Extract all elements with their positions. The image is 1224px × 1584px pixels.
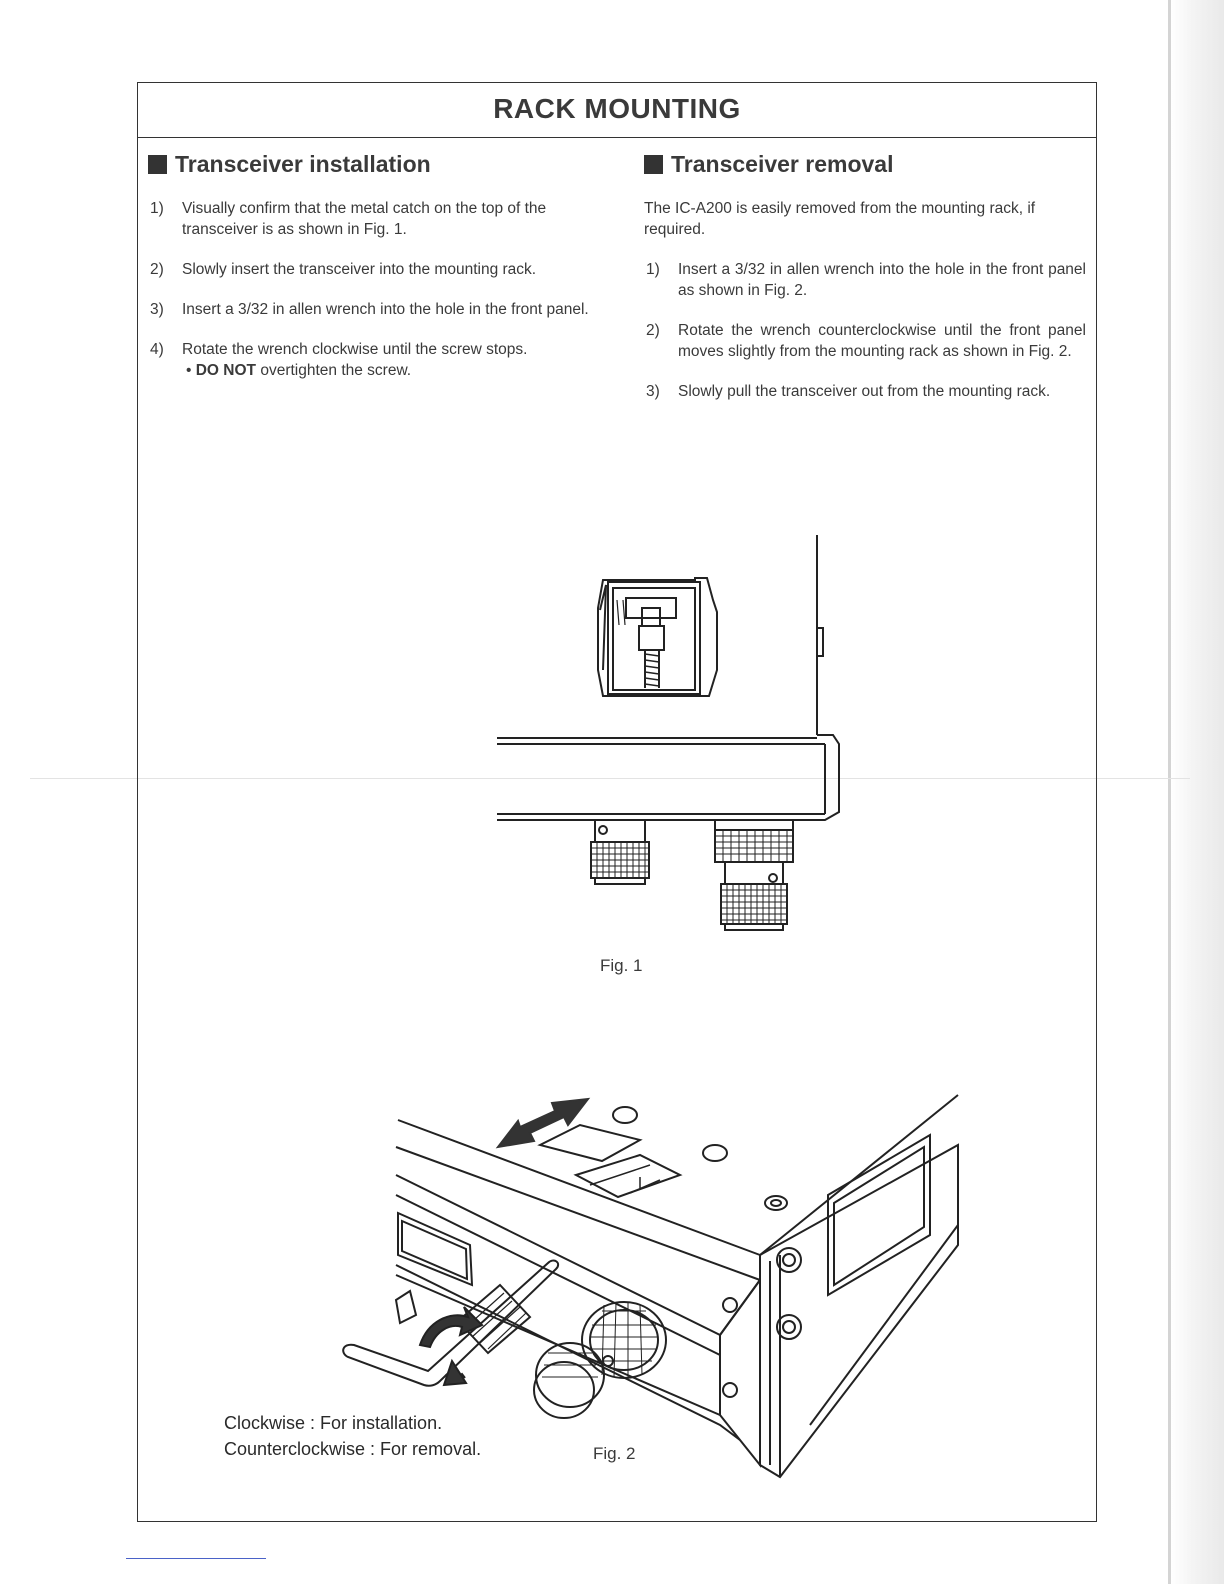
step-number: 1) (150, 200, 164, 217)
front-knob-large (582, 1302, 666, 1378)
scan-page-edge (1172, 0, 1224, 1584)
front-knob-small (534, 1343, 613, 1418)
warning-note: • DO NOT overtighten the screw. (186, 362, 412, 379)
installation-step-2 (148, 259, 596, 280)
bullet-square-icon (644, 155, 663, 174)
installation-step-1 (148, 198, 596, 240)
installation-section (148, 151, 596, 400)
installation-heading (148, 151, 596, 178)
step-text: Rotate the wrench counterclockwise until the front panel moves slightly from the mounting rack as shown in Fig. 2. (678, 322, 1086, 360)
rotation-arrow-icon (420, 1307, 482, 1385)
step-text: Slowly pull the transceiver out from the mounting rack. (678, 383, 1051, 400)
warning-text: overtighten the screw. (256, 362, 412, 379)
removal-heading (644, 151, 1086, 178)
rack-side-wall (817, 535, 823, 735)
step-text: Rotate the wrench clockwise until the screw stops. (182, 341, 528, 358)
step-text: Visually confirm that the metal catch on the top of the transceiver is as shown in Fig. 1. (182, 200, 547, 238)
removal-step-2 (644, 320, 1086, 362)
installation-step-3 (148, 299, 596, 320)
fig2-caption: Fig. 2 (593, 1444, 636, 1463)
footnote-rule (126, 1558, 266, 1559)
transceiver-body (497, 735, 839, 820)
legend-clockwise: Clockwise : For installation. (224, 1413, 443, 1433)
installation-step-4 (148, 339, 596, 381)
removal-heading-text: Transceiver removal (671, 151, 894, 177)
move-direction-arrow-icon (498, 1099, 588, 1147)
step-number: 2) (646, 322, 660, 339)
step-text: Slowly insert the transceiver into the mounting rack. (182, 261, 537, 278)
page-title: RACK MOUNTING (493, 93, 741, 124)
side-panel (723, 1135, 958, 1477)
fig2-legend (224, 1410, 481, 1462)
step-text: Insert a 3/32 in allen wrench into the hole in the front panel as shown in Fig. 2. (678, 261, 1086, 299)
step-number: 1) (646, 261, 660, 278)
bullet-square-icon (148, 155, 167, 174)
removal-section (644, 151, 1086, 421)
removal-step-1 (644, 259, 1086, 301)
legend-counterclockwise: Counterclockwise : For removal. (224, 1439, 482, 1459)
installation-heading-text: Transceiver installation (175, 151, 431, 177)
removal-step-3 (644, 381, 1086, 402)
transceiver-top-panel (396, 1095, 958, 1280)
warning-emphasis: DO NOT (195, 362, 257, 379)
metal-catch-detail (598, 578, 717, 696)
fig1-caption: Fig. 1 (600, 956, 643, 975)
step-number: 3) (150, 301, 164, 318)
step-number: 2) (150, 261, 164, 278)
title-divider (138, 137, 1096, 138)
step-number: 3) (646, 383, 660, 400)
removal-intro: The IC-A200 is easily removed from the mounting rack, if required. (644, 200, 1036, 238)
step-text: Insert a 3/32 in allen wrench into the hole in the front panel. (182, 301, 589, 318)
step-number: 4) (150, 341, 164, 358)
bnc-connector-left (591, 820, 649, 884)
scan-edge-line (1168, 0, 1171, 1584)
fig1-illustration (495, 530, 845, 940)
bnc-connector-right (715, 820, 793, 930)
